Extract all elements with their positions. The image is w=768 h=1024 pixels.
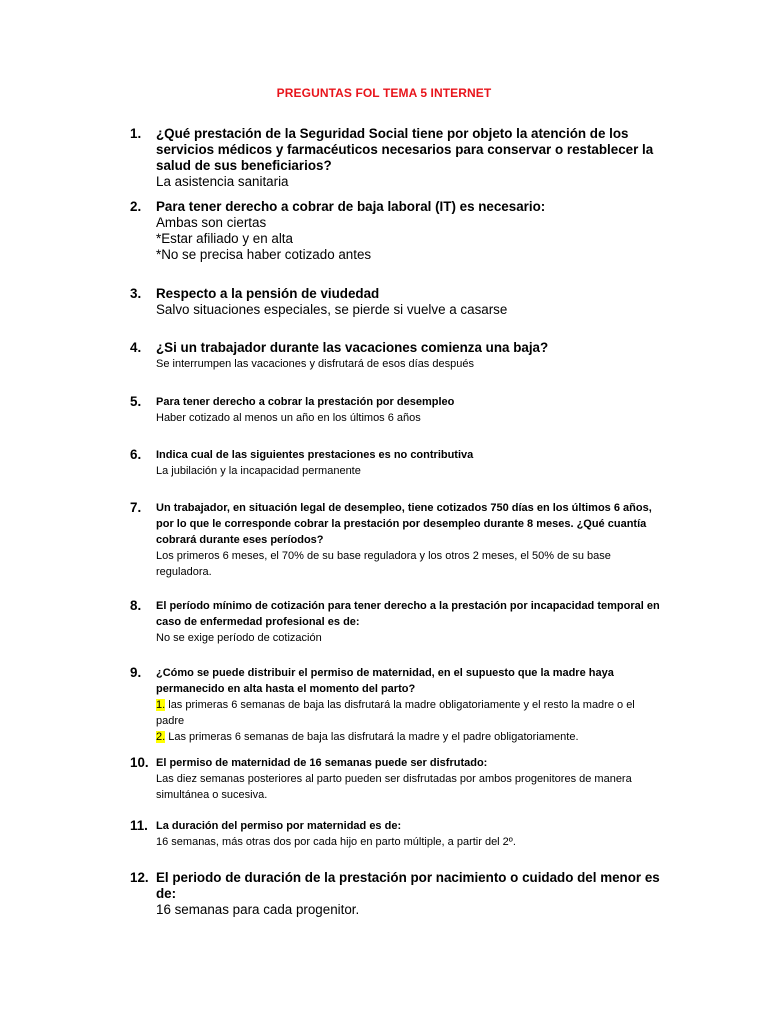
answer-text: 16 semanas, más otras dos por cada hijo en parto múltiple, a partir del 2º. [156,836,516,848]
question-text: ¿Qué prestación de la Seguridad Social tiene por objeto la atención de los servicios médicos y farmacéuticos necesarios para conservar o restablecer la salud de sus beneficiarios? [156,126,654,173]
question-number: 1. [130,126,142,141]
answer-text [156,697,661,729]
answer-text: *No se precisa haber cotizado antes [156,247,372,262]
question-text: Respecto a la pensión de viudedad [156,286,380,301]
question-item [130,286,670,318]
question-number: 6. [130,447,142,462]
question-number: 9. [130,665,142,680]
question-item [130,199,670,263]
question-number: 11. [130,818,148,833]
question-text: El período mínimo de cotización para tener derecho a la prestación por incapacidad temporal en caso de enfermedad profesional es de: [156,600,660,628]
question-item [130,665,670,745]
question-number: 4. [130,340,142,355]
question-item [130,340,670,372]
question-text: El periodo de duración de la prestación por nacimiento o cuidado del menor es de: [156,870,660,901]
answer-text: Las diez semanas posteriores al parto pueden ser disfrutadas por ambos progenitores de manera simultánea o sucesiva. [156,773,632,801]
question-number: 7. [130,500,142,515]
answer-text: 16 semanas para cada progenitor. [156,902,360,917]
question-item [130,755,670,803]
answer-text: Ambas son ciertas [156,215,267,230]
question-text: El permiso de maternidad de 16 semanas puede ser disfrutado: [156,757,488,769]
answer-text: *Estar afiliado y en alta [156,231,293,246]
answer-text: Salvo situaciones especiales, se pierde si vuelve a casarse [156,302,508,317]
question-text: La duración del permiso por maternidad es de: [156,820,402,832]
question-number: 10. [130,755,149,770]
question-item [130,126,670,190]
question-number: 5. [130,394,142,409]
question-text: ¿Cómo se puede distribuir el permiso de maternidad, en el supuesto que la madre haya permanecido en alta hasta el momento del parto? [156,667,614,695]
answer-text: La asistencia sanitaria [156,174,289,189]
highlighted-marker: 2. [156,731,166,743]
question-number: 3. [130,286,142,301]
question-text: ¿Si un trabajador durante las vacaciones comienza una baja? [156,340,549,355]
answer-option-text: las primeras 6 semanas de baja las disfrutará la madre obligatoriamente y el resto la madre o el padre [156,699,635,727]
answer-text: No se exige período de cotización [156,632,322,644]
highlighted-marker: 1. [156,699,166,711]
answer-option-text: Las primeras 6 semanas de baja las disfrutará la madre y el padre obligatoriamente. [165,731,579,743]
question-item [130,500,670,580]
answer-text: Los primeros 6 meses, el 70% de su base reguladora y los otros 2 meses, el 50% de su base reguladora. [156,550,611,578]
answer-text: Se interrumpen las vacaciones y disfrutará de esos días después [156,358,474,370]
page-title: PREGUNTAS FOL TEMA 5 INTERNET [276,86,492,100]
answer-text: Haber cotizado al menos un año en los últimos 6 años [156,412,421,424]
question-text: Para tener derecho a cobrar de baja laboral (IT) es necesario: [156,199,546,214]
question-item [130,818,670,850]
question-item [130,870,670,918]
question-number: 12. [130,870,149,885]
question-text: Indica cual de las siguientes prestaciones es no contributiva [156,449,474,461]
question-number: 2. [130,199,142,214]
question-text: Un trabajador, en situación legal de desempleo, tiene cotizados 750 días en los últimos 6 años, por lo que le corresponde cobrar la prestación por desempleo durante 8 meses. ¿Qué cuantía cobrará durante eses períodos? [156,502,652,546]
question-number: 8. [130,598,142,613]
question-item [130,394,670,426]
answer-text: La jubilación y la incapacidad permanente [156,465,361,477]
answer-text [156,729,661,745]
question-text: Para tener derecho a cobrar la prestación por desempleo [156,396,455,408]
question-item [130,447,670,479]
question-item [130,598,670,646]
